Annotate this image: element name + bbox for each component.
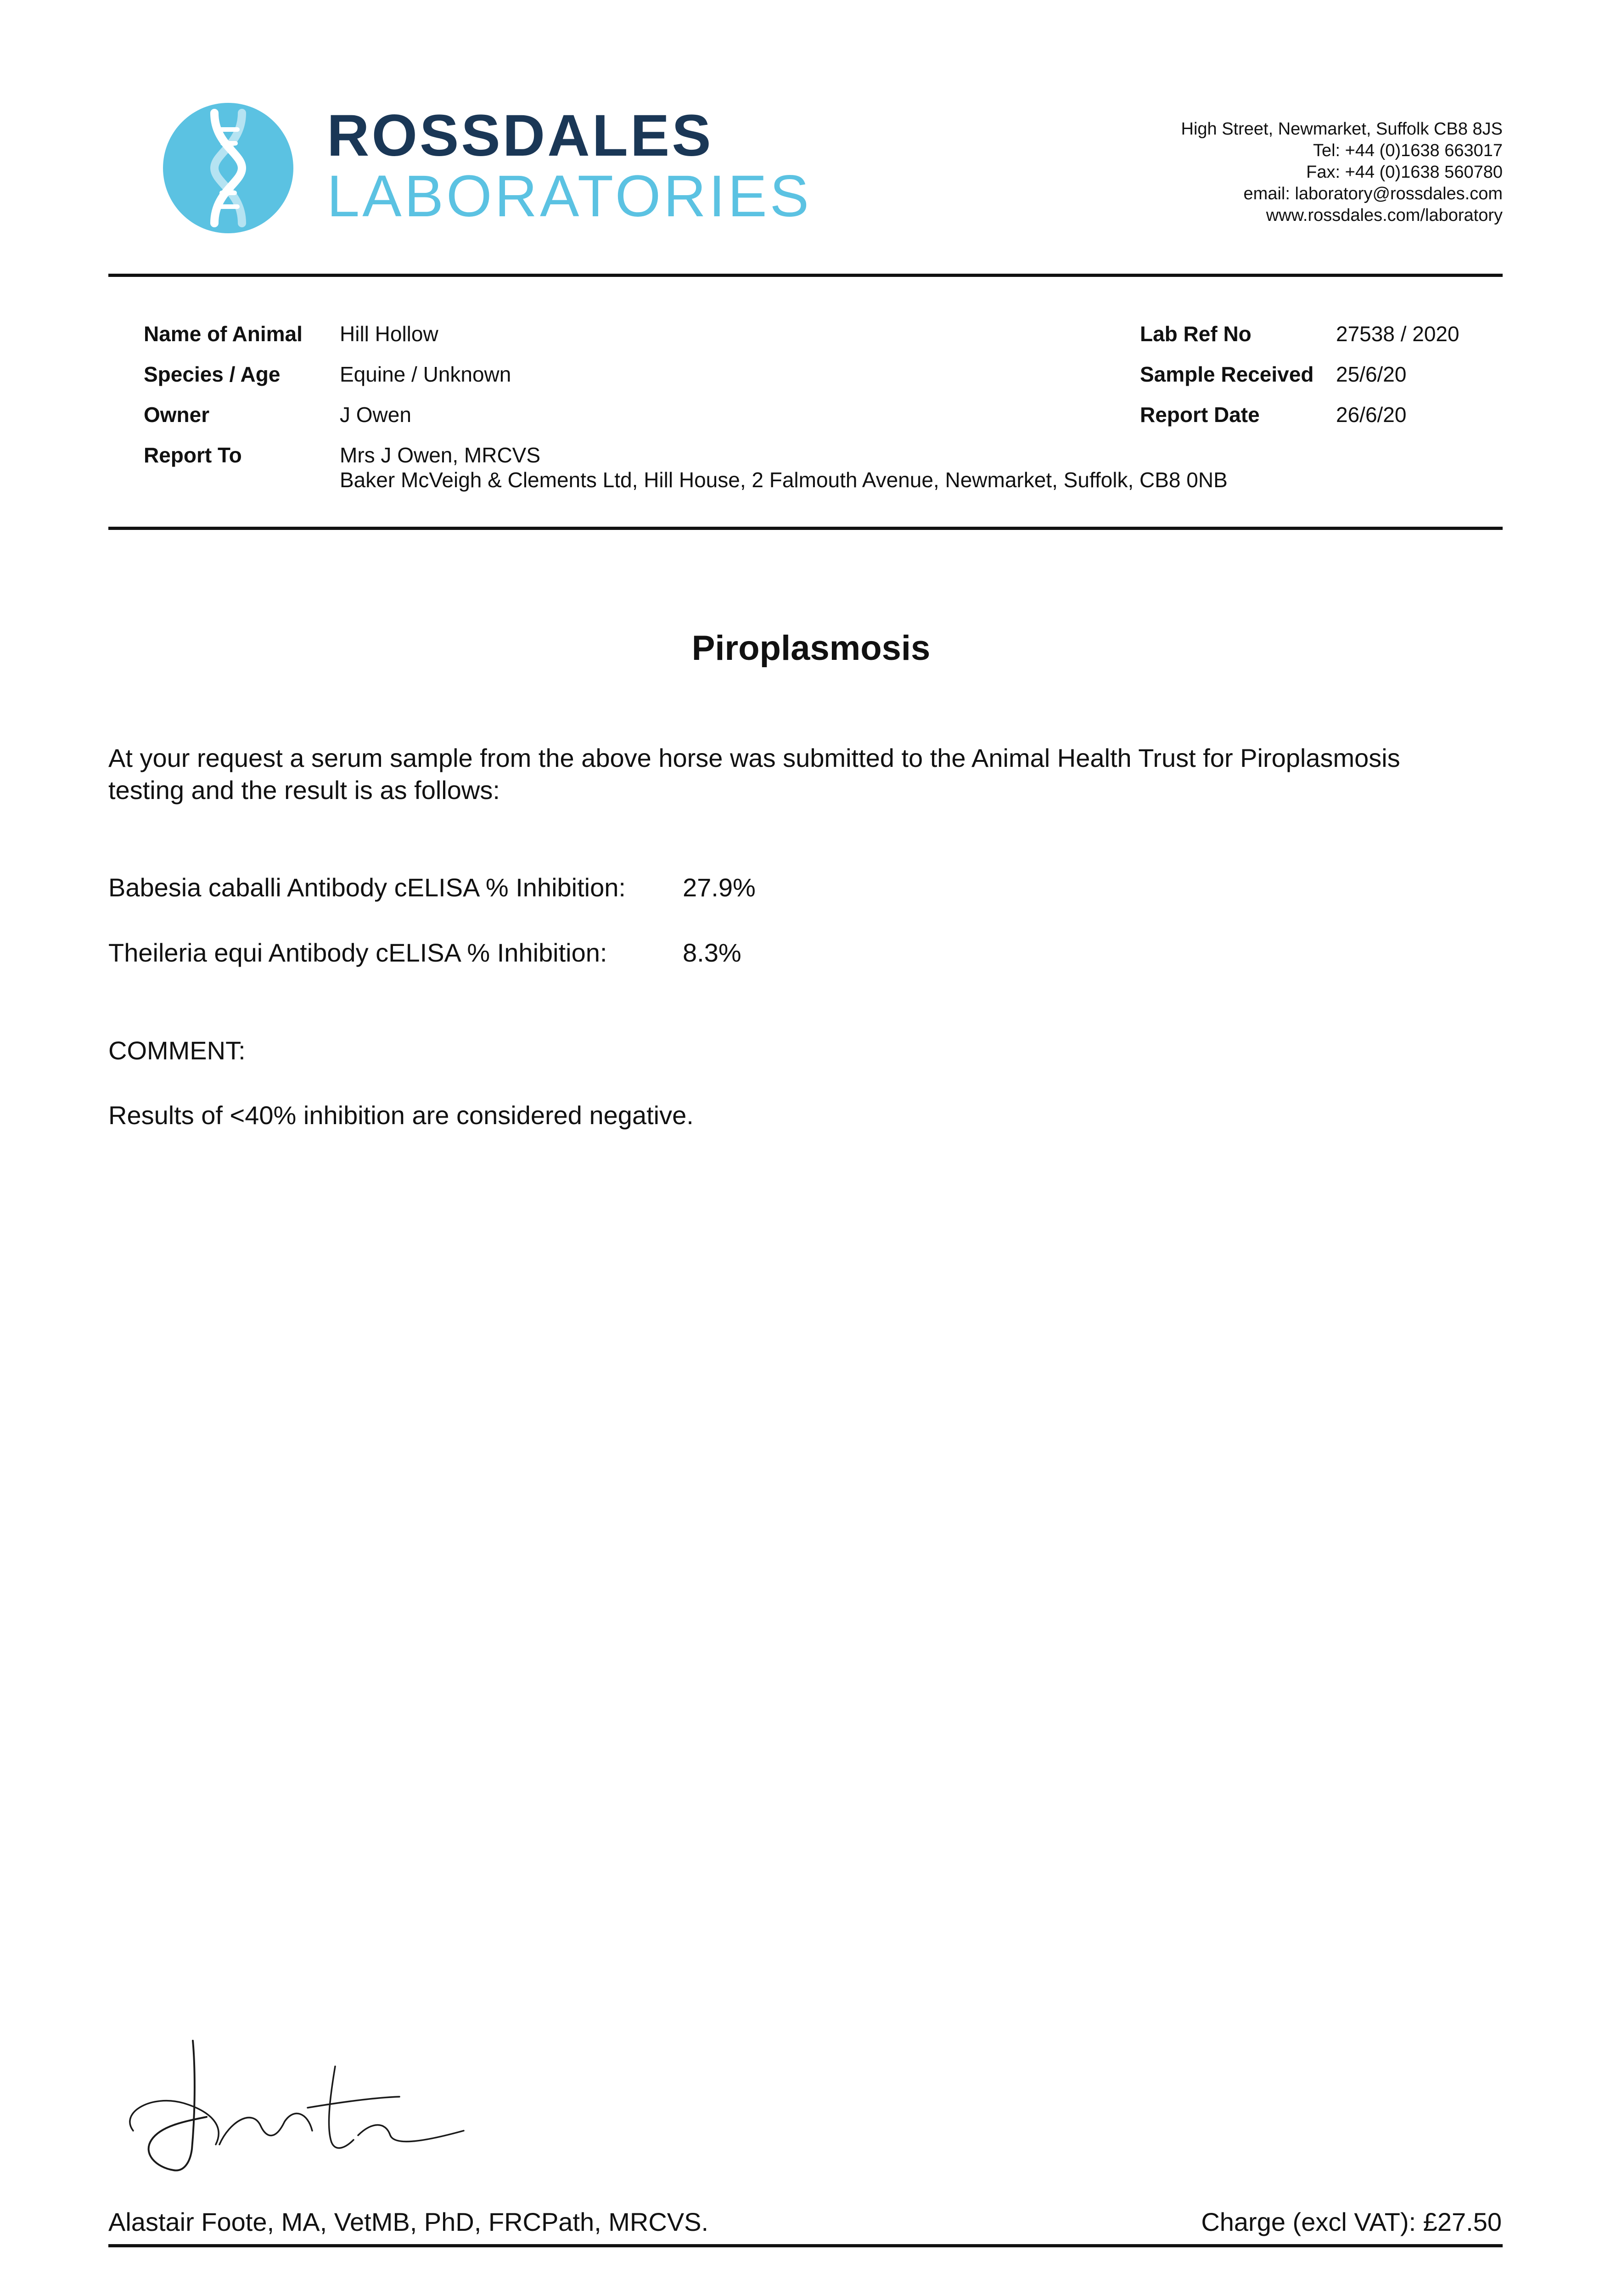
contact-website[interactable]: www.rossdales.com/laboratory: [1266, 206, 1503, 225]
sample-received-value: 25/6/20: [1336, 362, 1407, 386]
brand-name-line2: LABORATORIES: [327, 163, 812, 229]
lab-ref-value: 27538 / 2020: [1336, 322, 1459, 346]
result-label-theileria: Theileria equi Antibody cELISA % Inhibition:: [108, 938, 607, 967]
owner-value: J Owen: [340, 403, 411, 427]
name-of-animal-label: Name of Animal: [144, 322, 303, 346]
charge-amount: Charge (excl VAT): £27.50: [1201, 2207, 1502, 2236]
signatory-name: Alastair Foote, MA, VetMB, PhD, FRCPath, MRCVS.: [108, 2207, 709, 2236]
result-label-babesia: Babesia caballi Antibody cELISA % Inhibition:: [108, 873, 626, 902]
lab-ref-label: Lab Ref No: [1140, 322, 1252, 346]
intro-line-2: testing and the result is as follows:: [108, 776, 500, 805]
signature-image: [115, 2039, 473, 2177]
result-value-theileria: 8.3%: [683, 938, 741, 967]
owner-label: Owner: [144, 403, 210, 427]
sample-received-label: Sample Received: [1140, 362, 1314, 386]
footer-divider: [108, 2244, 1503, 2247]
species-age-label: Species / Age: [144, 362, 281, 386]
comment-text: Results of <40% inhibition are considered negative.: [108, 1101, 694, 1130]
contact-email[interactable]: email: laboratory@rossdales.com: [1243, 184, 1503, 203]
contact-address: High Street, Newmarket, Suffolk CB8 8JS: [1181, 119, 1503, 139]
result-value-babesia: 27.9%: [683, 873, 756, 902]
report-to-value-line1: Mrs J Owen, MRCVS: [340, 443, 541, 467]
info-divider: [108, 527, 1503, 530]
name-of-animal-value: Hill Hollow: [340, 322, 438, 346]
brand-name-line1: ROSSDALES: [327, 103, 713, 169]
report-to-value-line2: Baker McVeigh & Clements Ltd, Hill House, 2 Falmouth Avenue, Newmarket, Suffolk, CB8 0NB: [340, 468, 1228, 492]
species-age-value: Equine / Unknown: [340, 362, 511, 386]
contact-tel: Tel: +44 (0)1638 663017: [1313, 141, 1503, 160]
report-date-value: 26/6/20: [1336, 403, 1407, 427]
contact-fax: Fax: +44 (0)1638 560780: [1306, 163, 1503, 182]
dna-helix-icon: [163, 103, 293, 233]
report-date-label: Report Date: [1140, 403, 1260, 427]
report-to-label: Report To: [144, 443, 242, 467]
header-divider: [108, 274, 1503, 277]
contact-block: [1181, 118, 1503, 226]
comment-heading: COMMENT:: [108, 1036, 246, 1065]
report-title: Piroplasmosis: [691, 629, 931, 668]
intro-line-1: At your request a serum sample from the above horse was submitted to the Animal Health Trust for Piroplasmosis: [108, 743, 1400, 772]
